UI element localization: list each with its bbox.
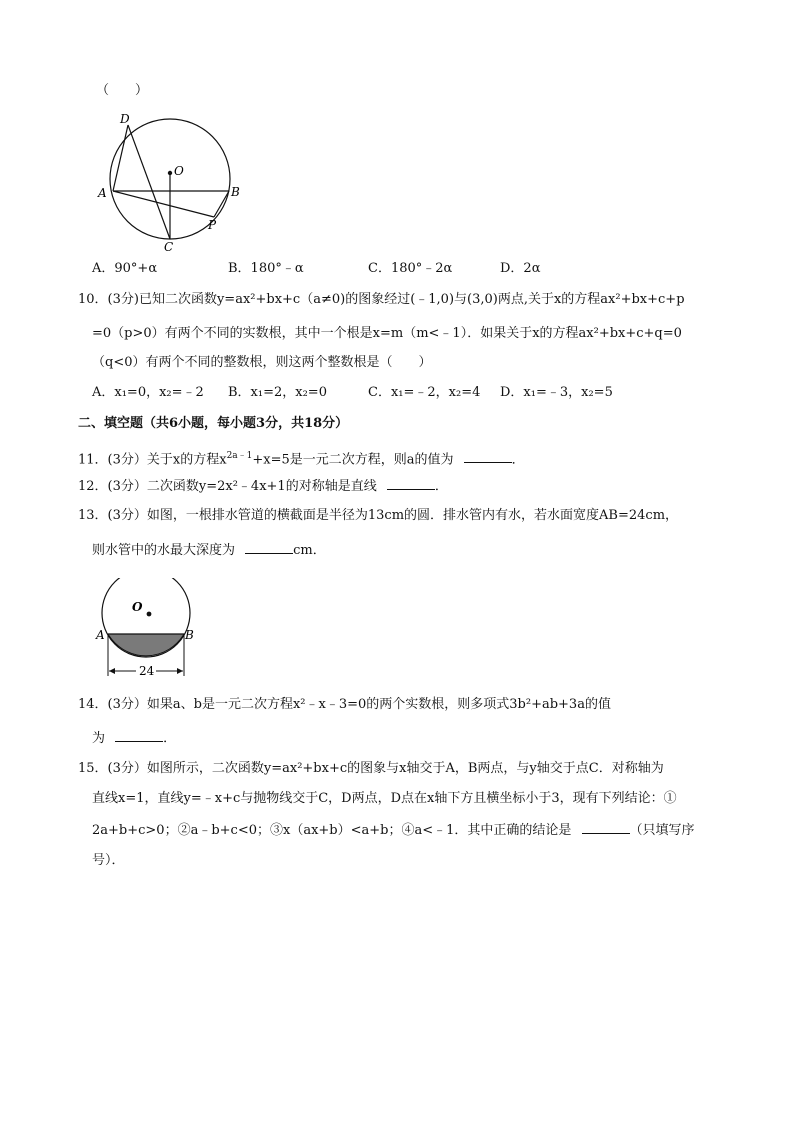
q15-answer-blank[interactable] xyxy=(582,821,630,834)
q11-end: ． xyxy=(511,452,525,468)
q13-arrow-left xyxy=(109,668,115,674)
q13-pipe-figure xyxy=(92,578,202,684)
q13-water-segment xyxy=(108,634,184,656)
q15-line4: 号）． xyxy=(92,853,125,868)
q9-label-c: C xyxy=(164,240,174,254)
q14-line1: 14．(3分）如果a、b是一元二次方程x²﹣x﹣3=0的两个实数根，则多项式3b²+ab+3a的值 xyxy=(78,697,611,712)
q9-label-p: P xyxy=(208,218,217,232)
q13-line1: 13．(3分）如图，一根排水管道的横截面是半径为13cm的圆．排水管内有水，若水面宽度AB=24cm， xyxy=(78,508,679,523)
q15-line3 xyxy=(92,821,695,840)
q9-option-c: C．180°﹣2α xyxy=(368,261,453,276)
q11-line xyxy=(78,447,525,469)
q9-answer-paren: （ ） xyxy=(96,83,149,98)
q14-text-after: ． xyxy=(163,731,177,746)
q13-line2 xyxy=(92,541,326,560)
q13-answer-blank[interactable] xyxy=(245,541,293,554)
q11-answer-blank[interactable] xyxy=(464,450,512,463)
q9-chord-ad xyxy=(113,125,128,191)
q13-text-before: 则水管中的水最大深度为 xyxy=(92,543,236,558)
q13-center-dot xyxy=(147,612,152,617)
q13-text-after: cm． xyxy=(293,543,326,558)
q14-text-before: 为 xyxy=(92,731,106,746)
section-title-fill-in: 二、填空题（共6小题，每小题3分，共18分） xyxy=(78,416,349,431)
q10-line1: 10．(3分)已知二次函数y=ax²+bx+c（a≠0)的图象经过(﹣1,0)与(3,0)两点,关于x的方程ax²+bx+c+p xyxy=(78,292,685,307)
q15-line2: 直线x=1，直线y=﹣x+c与抛物线交于C，D两点，D点在x轴下方且横坐标小于3，现有下列结论：① xyxy=(92,791,677,806)
q15-text-before: 2a+b+c>0；②a﹣b+c<0；③x（ax+b）<a+b；④a<﹣1．其中正确的结论是 xyxy=(92,823,572,838)
q12-line xyxy=(78,477,448,496)
q9-label-d: D xyxy=(120,112,130,126)
q10-option-d: D．x₁=﹣3，x₂=5 xyxy=(500,385,613,400)
q9-option-d: D．2α xyxy=(500,261,541,276)
q15-line1: 15．(3分）如图所示，二次函数y=ax²+bx+c的图象与x轴交于A，B两点，与y轴交于点C．对称轴为 xyxy=(78,761,664,776)
q12-end: ． xyxy=(434,479,448,494)
q10-line2: =0（p>0）有两个不同的实数根，其中一个根是x=m（m<﹣1）．如果关于x的方程ax²+bx+c+q=0 xyxy=(92,326,682,341)
q14-line2 xyxy=(92,729,176,748)
q13-label-o: O xyxy=(132,600,143,614)
q9-option-a: A．90°+α xyxy=(92,261,158,276)
q9-chord-bp xyxy=(214,191,229,217)
q10-option-b: B．x₁=2，x₂=0 xyxy=(228,385,327,400)
q9-circle-figure xyxy=(90,105,250,255)
q11-exponent: 2a﹣1 xyxy=(226,451,253,461)
q9-option-b: B．180°﹣α xyxy=(228,261,304,276)
q9-center-dot xyxy=(168,171,172,175)
q10-line3: （q<0）有两个不同的整数根，则这两个整数根是（ ） xyxy=(92,355,432,370)
q10-option-c: C．x₁=﹣2，x₂=4 xyxy=(368,385,481,400)
q12-answer-blank[interactable] xyxy=(387,477,435,490)
q11-text-after: +x=5是一元二次方程，则a的值为 xyxy=(252,452,454,468)
q10-option-a: A．x₁=0，x₂=﹣2 xyxy=(92,385,204,400)
q9-chord-ap xyxy=(113,191,214,217)
q9-label-o: O xyxy=(174,164,184,178)
q12-text: 12．(3分）二次函数y=2x²﹣4x+1的对称轴是直线 xyxy=(78,479,377,494)
q9-chord-dc xyxy=(128,125,170,239)
q13-dim-label: 24 xyxy=(139,664,155,678)
q15-text-after: （只填写序 xyxy=(629,823,695,838)
q13-label-a: A xyxy=(96,628,105,642)
q9-label-b: B xyxy=(231,185,240,199)
q13-arrow-right xyxy=(177,668,183,674)
q11-text-before: 11．(3分）关于x的方程x xyxy=(78,452,227,468)
q14-answer-blank[interactable] xyxy=(115,729,163,742)
q13-label-b: B xyxy=(185,628,194,642)
q9-label-a: A xyxy=(98,186,107,200)
